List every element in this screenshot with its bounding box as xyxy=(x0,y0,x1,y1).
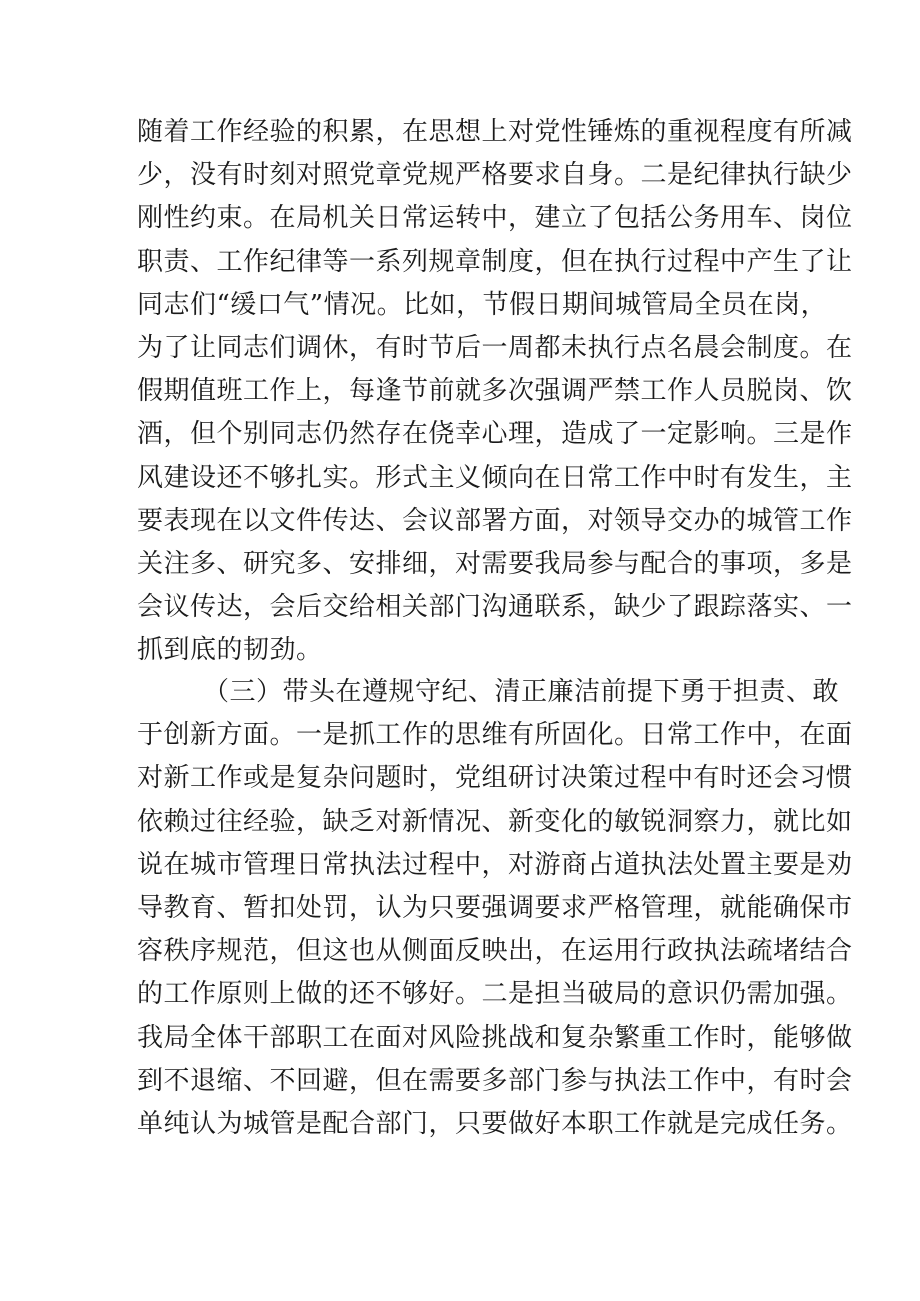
text-line: 抓到底的韧劲。 xyxy=(137,635,323,666)
text-line: 酒，但个别同志仍然存在侥幸心理，造成了一定影响。三是作 xyxy=(137,419,853,450)
text-line: 导教育、暂扣处罚，认为只要强调要求严格管理，就能确保市 xyxy=(137,893,853,924)
text-line: 于创新方面。一是抓工作的思维有所固化。日常工作中，在面 xyxy=(137,720,853,751)
paragraph-1 xyxy=(137,111,853,673)
text-line: 我局全体干部职工在面对风险挑战和复杂繁重工作时，能够做 xyxy=(137,1022,853,1053)
text-line: 的工作原则上做的还不够好。二是担当破局的意识仍需加强。 xyxy=(137,979,853,1010)
text-line: 容秩序规范，但这也从侧面反映出，在运用行政执法疏堵结合 xyxy=(137,936,853,967)
text-line: 会议传达，会后交给相关部门沟通联系，缺少了跟踪落实、一 xyxy=(137,592,853,623)
text-line: 随着工作经验的积累，在思想上对党性锤炼的重视程度有所减 xyxy=(137,117,853,147)
text-line: 说在城市管理日常执法过程中，对游商占道执法处置主要是劝 xyxy=(137,849,853,880)
text-line: 对新工作或是复杂问题时，党组研讨决策过程中有时还会习惯 xyxy=(137,763,853,794)
section-heading-line: （三）带头在遵规守纪、清正廉洁前提下勇于担责、敢 xyxy=(203,677,840,707)
text-line: 少，没有时刻对照党章党规严格要求自身。二是纪律执行缺少 xyxy=(137,160,853,191)
text-line: 职责、工作纪律等一系列规章制度，但在执行过程中产生了让 xyxy=(137,246,853,277)
text-line: 为了让同志们调休，有时节后一周都未执行点名晨会制度。在 xyxy=(137,333,853,364)
text-line: 关注多、研究多、安排细，对需要我局参与配合的事项，多是 xyxy=(137,549,853,580)
text-line: 到不退缩、不回避，但在需要多部门参与执法工作中，有时会 xyxy=(137,1065,853,1096)
text-line: 单纯认为城管是配合部门，只要做好本职工作就是完成任务。 xyxy=(137,1109,853,1140)
text-line: 刚性约束。在局机关日常运转中，建立了包括公务用车、岗位 xyxy=(137,203,853,234)
text-line: 同志们“缓口气”情况。比如，节假日期间城管局全员在岗， xyxy=(137,289,828,320)
text-line: 要表现在以文件传达、会议部署方面，对领导交办的城管工作 xyxy=(137,505,853,536)
text-line: 风建设还不够扎实。形式主义倾向在日常工作中时有发生，主 xyxy=(137,462,853,493)
text-line: 依赖过往经验，缺乏对新情况、新变化的敏锐洞察力，就比如 xyxy=(137,806,853,837)
paragraph-2 xyxy=(137,671,853,1146)
text-line: 假期值班工作上，每逢节前就多次强调严禁工作人员脱岗、饮 xyxy=(137,376,853,407)
